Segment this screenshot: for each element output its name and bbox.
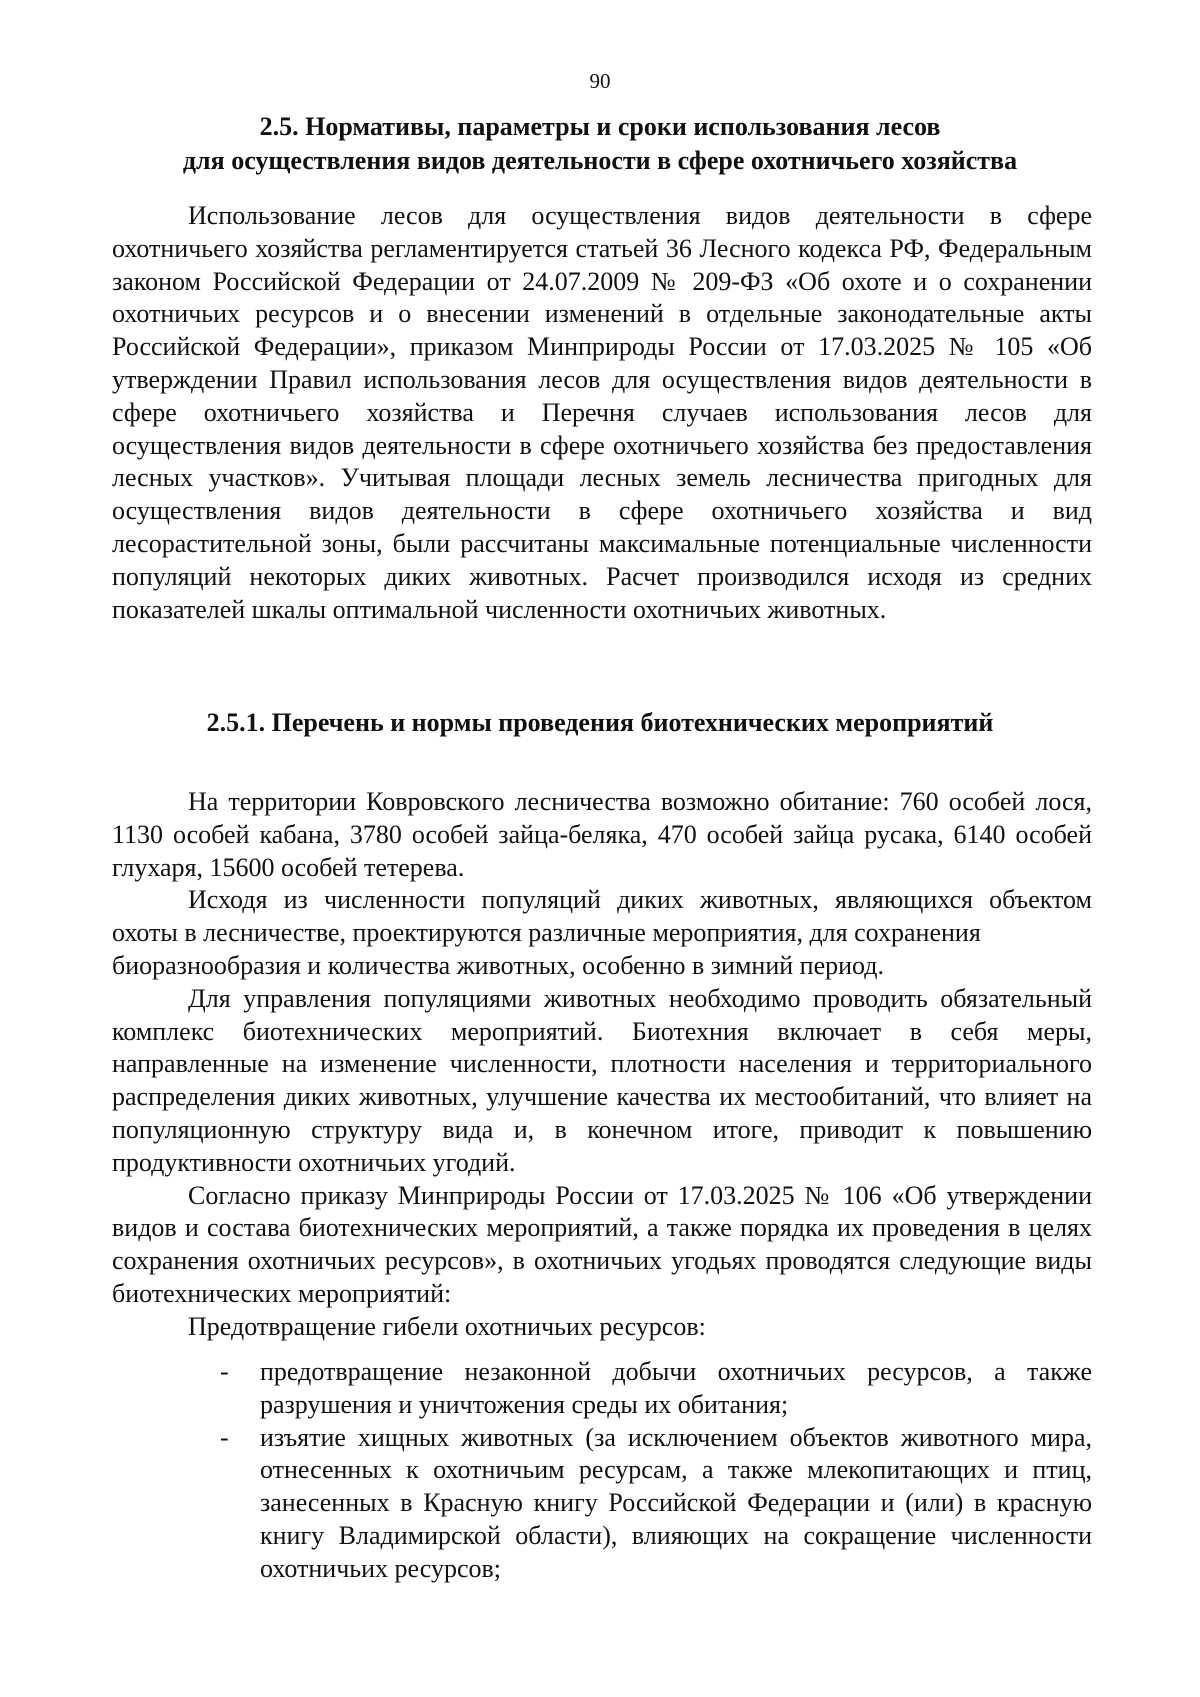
subsection-paragraph-5: Предотвращение гибели охотничьих ресурсов: bbox=[188, 1311, 706, 1341]
bullet-marker: - bbox=[220, 1357, 229, 1386]
subsection-paragraph-4: Согласно приказу Минприроды России от 17.03.2025 № 106 «Об утверждении видов и состава биотехнических мероприятий, а также порядка их проведения в целях сохранения охотничьих ресурсов», в охотничьих угодьях проводятся следующие виды биотехнических мероприятий: bbox=[112, 1180, 1092, 1308]
subsection-paragraph-2a: Исходя из численности популяций диких животных, являющихся объектом охоты в лесничестве, проектируются различные мероприятия, для сохранения bbox=[112, 885, 1092, 948]
section-title-line-1: 2.5. Нормативы, параметры и сроки использования лесов bbox=[259, 112, 941, 141]
bullet-text: предотвращение незаконной добычи охотничьих ресурсов, а также разрушения и уничтожения среды их обитания; bbox=[260, 1357, 1092, 1419]
bullet-marker: - bbox=[220, 1422, 229, 1452]
section-paragraph: Использование лесов для осуществления видов деятельности в сфере охотничьего хозяйства регламентируется статьей 36 Лесного кодекса РФ, Федеральным законом Российской Федерации от 24.07.2009 № 209-ФЗ «Об охоте и о сохранении охотничьих ресурсов и о внесении изменений в отдельные законодательные акты Российской Федерации», приказом Минприроды России от 17.03.2025 № 105 «Об утверждении Правил использования лесов для осуществления видов деятельности в сфере охотничьего хозяйства и Перечня случаев использования лесов для осуществления видов деятельности в сфере охотничьего хозяйства без предоставления лесных участков». Учитывая площади лесных земель лесничества пригодных для осуществления видов деятельности в сфере охотничьего хозяйства и вид лесорастительной зоны, были рассчитаны максимальные потенциальные численности популяций некоторых диких животных. Расчет производился исходя из средних показателей шкалы оптимальной численности охотничьих животных. bbox=[112, 201, 1092, 624]
bullet-list bbox=[112, 1356, 1092, 1586]
section-title bbox=[112, 110, 1088, 178]
subsection-paragraph-2b: биоразнообразия и количества животных, особенно в зимний период. bbox=[112, 950, 885, 980]
subsection-paragraph-3: Для управления популяциями животных необходимо проводить обязательный комплекс биотехнических мероприятий. Биотехния включает в себя меры, направленные на изменение численности, плотности населения и территориального распределения диких животных, улучшение качества их местообитаний, что влияет на популяционную структуру вида и, в конечном итоге, приводит к повышению продуктивности охотничьих угодий. bbox=[112, 983, 1092, 1177]
bullet-text: изъятие хищных животных (за исключением объектов животного мира, отнесенных к охотничьим ресурсам, а также млекопитающих и птиц, занесенных в Красную книгу Российской Федерации и (или) в красную книгу Владимирской области), влияющих на сокращение численности охотничьих ресурсов; bbox=[260, 1422, 1092, 1583]
subsection-paragraph-1: На территории Ковровского лесничества возможно обитание: 760 особей лося, 1130 особей кабана, 3780 особей зайца-беляка, 470 особей зайца русака, 6140 особей глухаря, 15600 особей тетерева. bbox=[112, 787, 1092, 882]
section-body bbox=[112, 200, 1092, 626]
list-item bbox=[112, 1356, 1092, 1422]
page-number: 90 bbox=[589, 69, 611, 93]
list-item bbox=[112, 1422, 1092, 1586]
subsection-body bbox=[112, 786, 1092, 1344]
section-title-line-2: для осуществления видов деятельности в сфере охотничьего хозяйства bbox=[182, 146, 1018, 175]
subsection-title: 2.5.1. Перечень и нормы проведения биотехнических мероприятий bbox=[206, 708, 994, 737]
